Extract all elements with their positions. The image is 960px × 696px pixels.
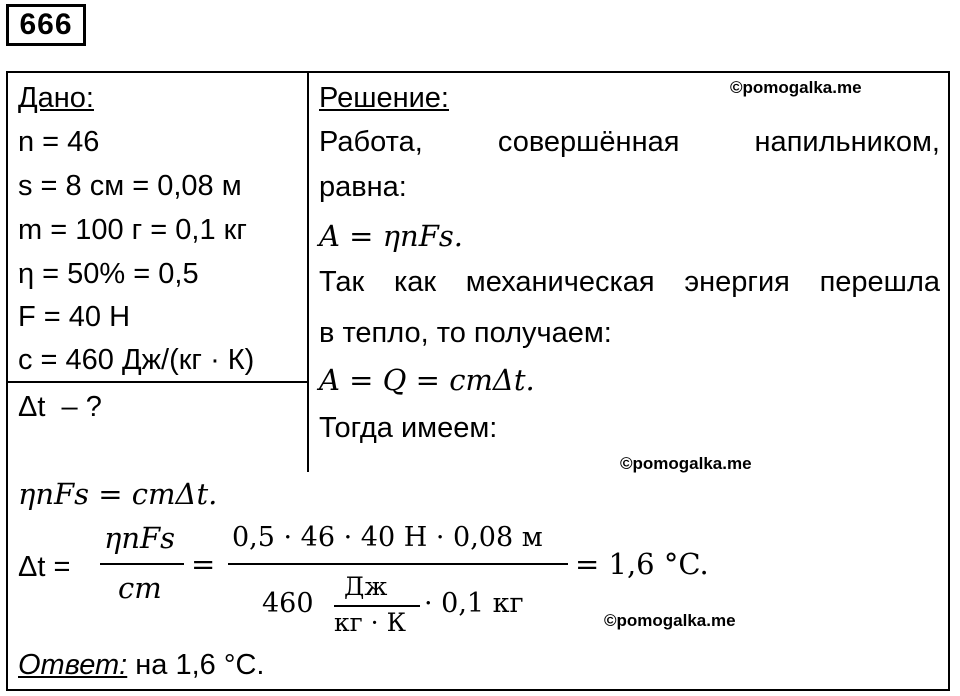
word: как [393, 266, 437, 298]
formula-energy: A = Q = cmΔt. [319, 363, 535, 397]
fraction2-bar [228, 563, 568, 565]
given-line: η = 50% = 0,5 [18, 258, 199, 290]
equals-sign: = [191, 547, 216, 581]
word: Так [319, 266, 365, 298]
word: напильником, [754, 126, 940, 158]
given-line: s = 8 см = 0,08 м [18, 170, 242, 202]
solution-line: в тепло, то получаем: [319, 317, 612, 349]
fraction1-numerator: ηnFs [104, 521, 176, 555]
word: энергия [684, 266, 790, 298]
answer-label: Ответ: [18, 649, 128, 681]
solution-line-justified [319, 128, 940, 157]
result: = 1,6 °C. [575, 547, 709, 581]
answer-text: на 1,6 °С. [135, 649, 265, 681]
fraction2-denominator-value: 460 [262, 588, 314, 619]
watermark: ©pomogalka.me [730, 78, 862, 97]
fraction1-bar [100, 563, 184, 565]
word: механическая [465, 266, 655, 298]
fraction2-denominator-mass: · 0,1 кг [424, 588, 524, 619]
unit-numerator: Дж [344, 572, 388, 601]
word: совершённая [497, 126, 680, 158]
given-line: m = 100 г = 0,1 кг [18, 214, 247, 246]
word: перешла [819, 266, 940, 298]
given-line: F = 40 Н [18, 301, 131, 333]
unit-fraction-bar [334, 605, 420, 607]
formula-work: A = ηnFs. [319, 219, 463, 253]
solution-heading: Решение: [319, 82, 449, 114]
fraction2-numerator: 0,5 · 46 · 40 Н · 0,08 м [232, 522, 543, 553]
find-quantity: Δt – ? [18, 391, 102, 423]
given-heading: Дано: [18, 82, 94, 114]
answer-line [18, 651, 264, 680]
fraction1-denominator: cm [118, 571, 162, 605]
solution-line-justified [319, 268, 940, 297]
column-divider [307, 71, 309, 472]
unit-denominator: кг · К [334, 608, 406, 637]
solution-line: Тогда имеем: [319, 412, 498, 444]
given-line: n = 46 [18, 126, 100, 158]
problem-number: 666 [6, 4, 86, 46]
word: Работа, [319, 126, 423, 158]
watermark: ©pomogalka.me [604, 611, 736, 630]
delta-t-lhs: Δt = [18, 551, 71, 583]
equation-balance: ηnFs = cmΔt. [18, 477, 218, 511]
given-divider [6, 381, 309, 383]
solution-line: равна: [319, 171, 407, 203]
given-line: c = 460 Дж/(кг · К) [18, 344, 255, 376]
watermark: ©pomogalka.me [620, 454, 752, 473]
